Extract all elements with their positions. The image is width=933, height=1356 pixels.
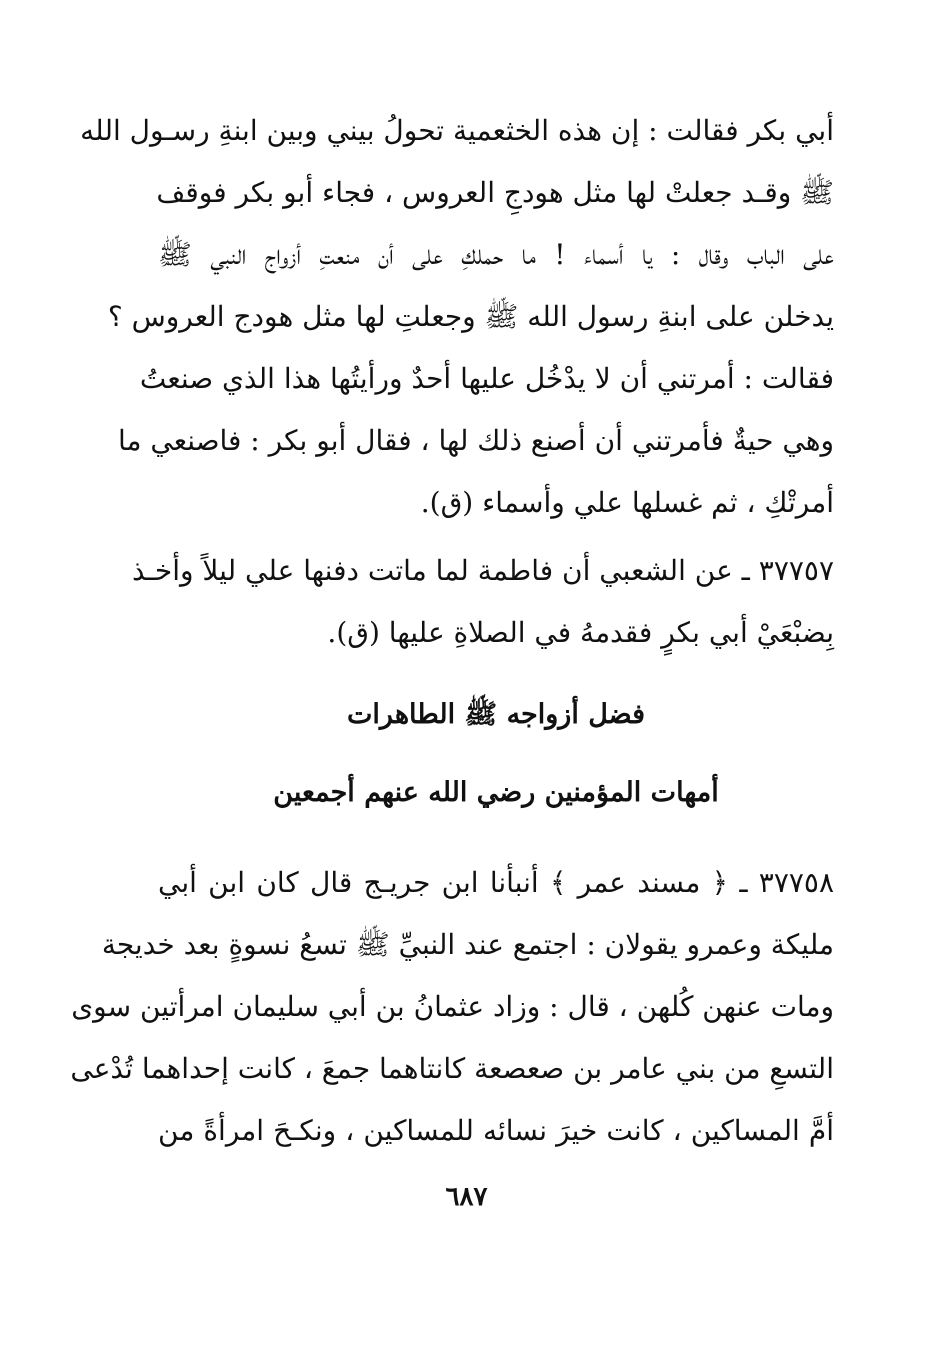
text-line: مليكة وعمرو يقولان : اجتمع عند النبيِّ ﷺ تسعُ نسوةٍ بعد خديجة xyxy=(101,928,834,961)
text-line: فقالت : أمرتني أن لا يدْخُل عليها أحدٌ ورأيتُها هذا الذي صنعتُ xyxy=(139,362,834,395)
hadith-37757 xyxy=(132,540,834,664)
text-line: ﷺ وقـد جعلتْ لها مثل هودجِ العروس ، فجاء أبو بكر فوقف xyxy=(156,176,834,209)
text-line: أبي بكر فقالت : إن هذه الخثعمية تحولُ بيني وبين ابنةِ رسـول الله xyxy=(80,114,834,147)
text-line: أمرتْكِ ، ثم غسلها علي وأسماء (ق). xyxy=(420,486,834,519)
section-subheading: أمهات المؤمنين رضي الله عنهم أجمعين xyxy=(273,777,719,808)
text-line: ٣٧٧٥٧ ـ عن الشعبي أن فاطمة لما ماتت دفنها علي ليلاً وأخـذ xyxy=(132,554,834,587)
hadith-37758 xyxy=(70,852,834,1162)
text-line: ومات عنهن كُلهن ، قال : وزاد عثمانُ بن أبي سليمان امرأتين سوى xyxy=(71,990,834,1023)
text-line: وهي حيةٌ فأمرتني أن أصنع ذلك لها ، فقال أبو بكر : فاصنعي ما xyxy=(117,424,834,457)
paragraph-continued xyxy=(80,100,834,534)
text-line: التسعِ من بني عامر بن صعصعة كانتاهما جمعَ ، كانت إحداهما تُدْعى xyxy=(70,1052,834,1085)
section-heading: فضل أزواجه ﷺ الطاهرات xyxy=(347,699,645,730)
text-line: بِضبْعَيْ أبي بكرٍ فقدمهُ في الصلاةِ عليها (ق). xyxy=(327,616,834,649)
text-line: أمَّ المساكين ، كانت خيرَ نسائه للمساكين ، ونكـحَ امرأةً من xyxy=(158,1114,834,1147)
text-line: يدخلن على ابنةِ رسول الله ﷺ وجعلتِ لها مثل هودج العروس ؟ xyxy=(107,300,834,333)
text-line: على الباب وقال : يا أسماء ! ما حملكِ على أن منعتِ أزواج النبي ﷺ xyxy=(158,238,834,271)
text-line: ٣٧٧٥٨ ـ ﴿ مسند عمر ﴾ أنبأنا ابن جريـج قال كان ابن أبي xyxy=(158,866,834,899)
page-number: ٦٨٧ xyxy=(445,1182,488,1212)
